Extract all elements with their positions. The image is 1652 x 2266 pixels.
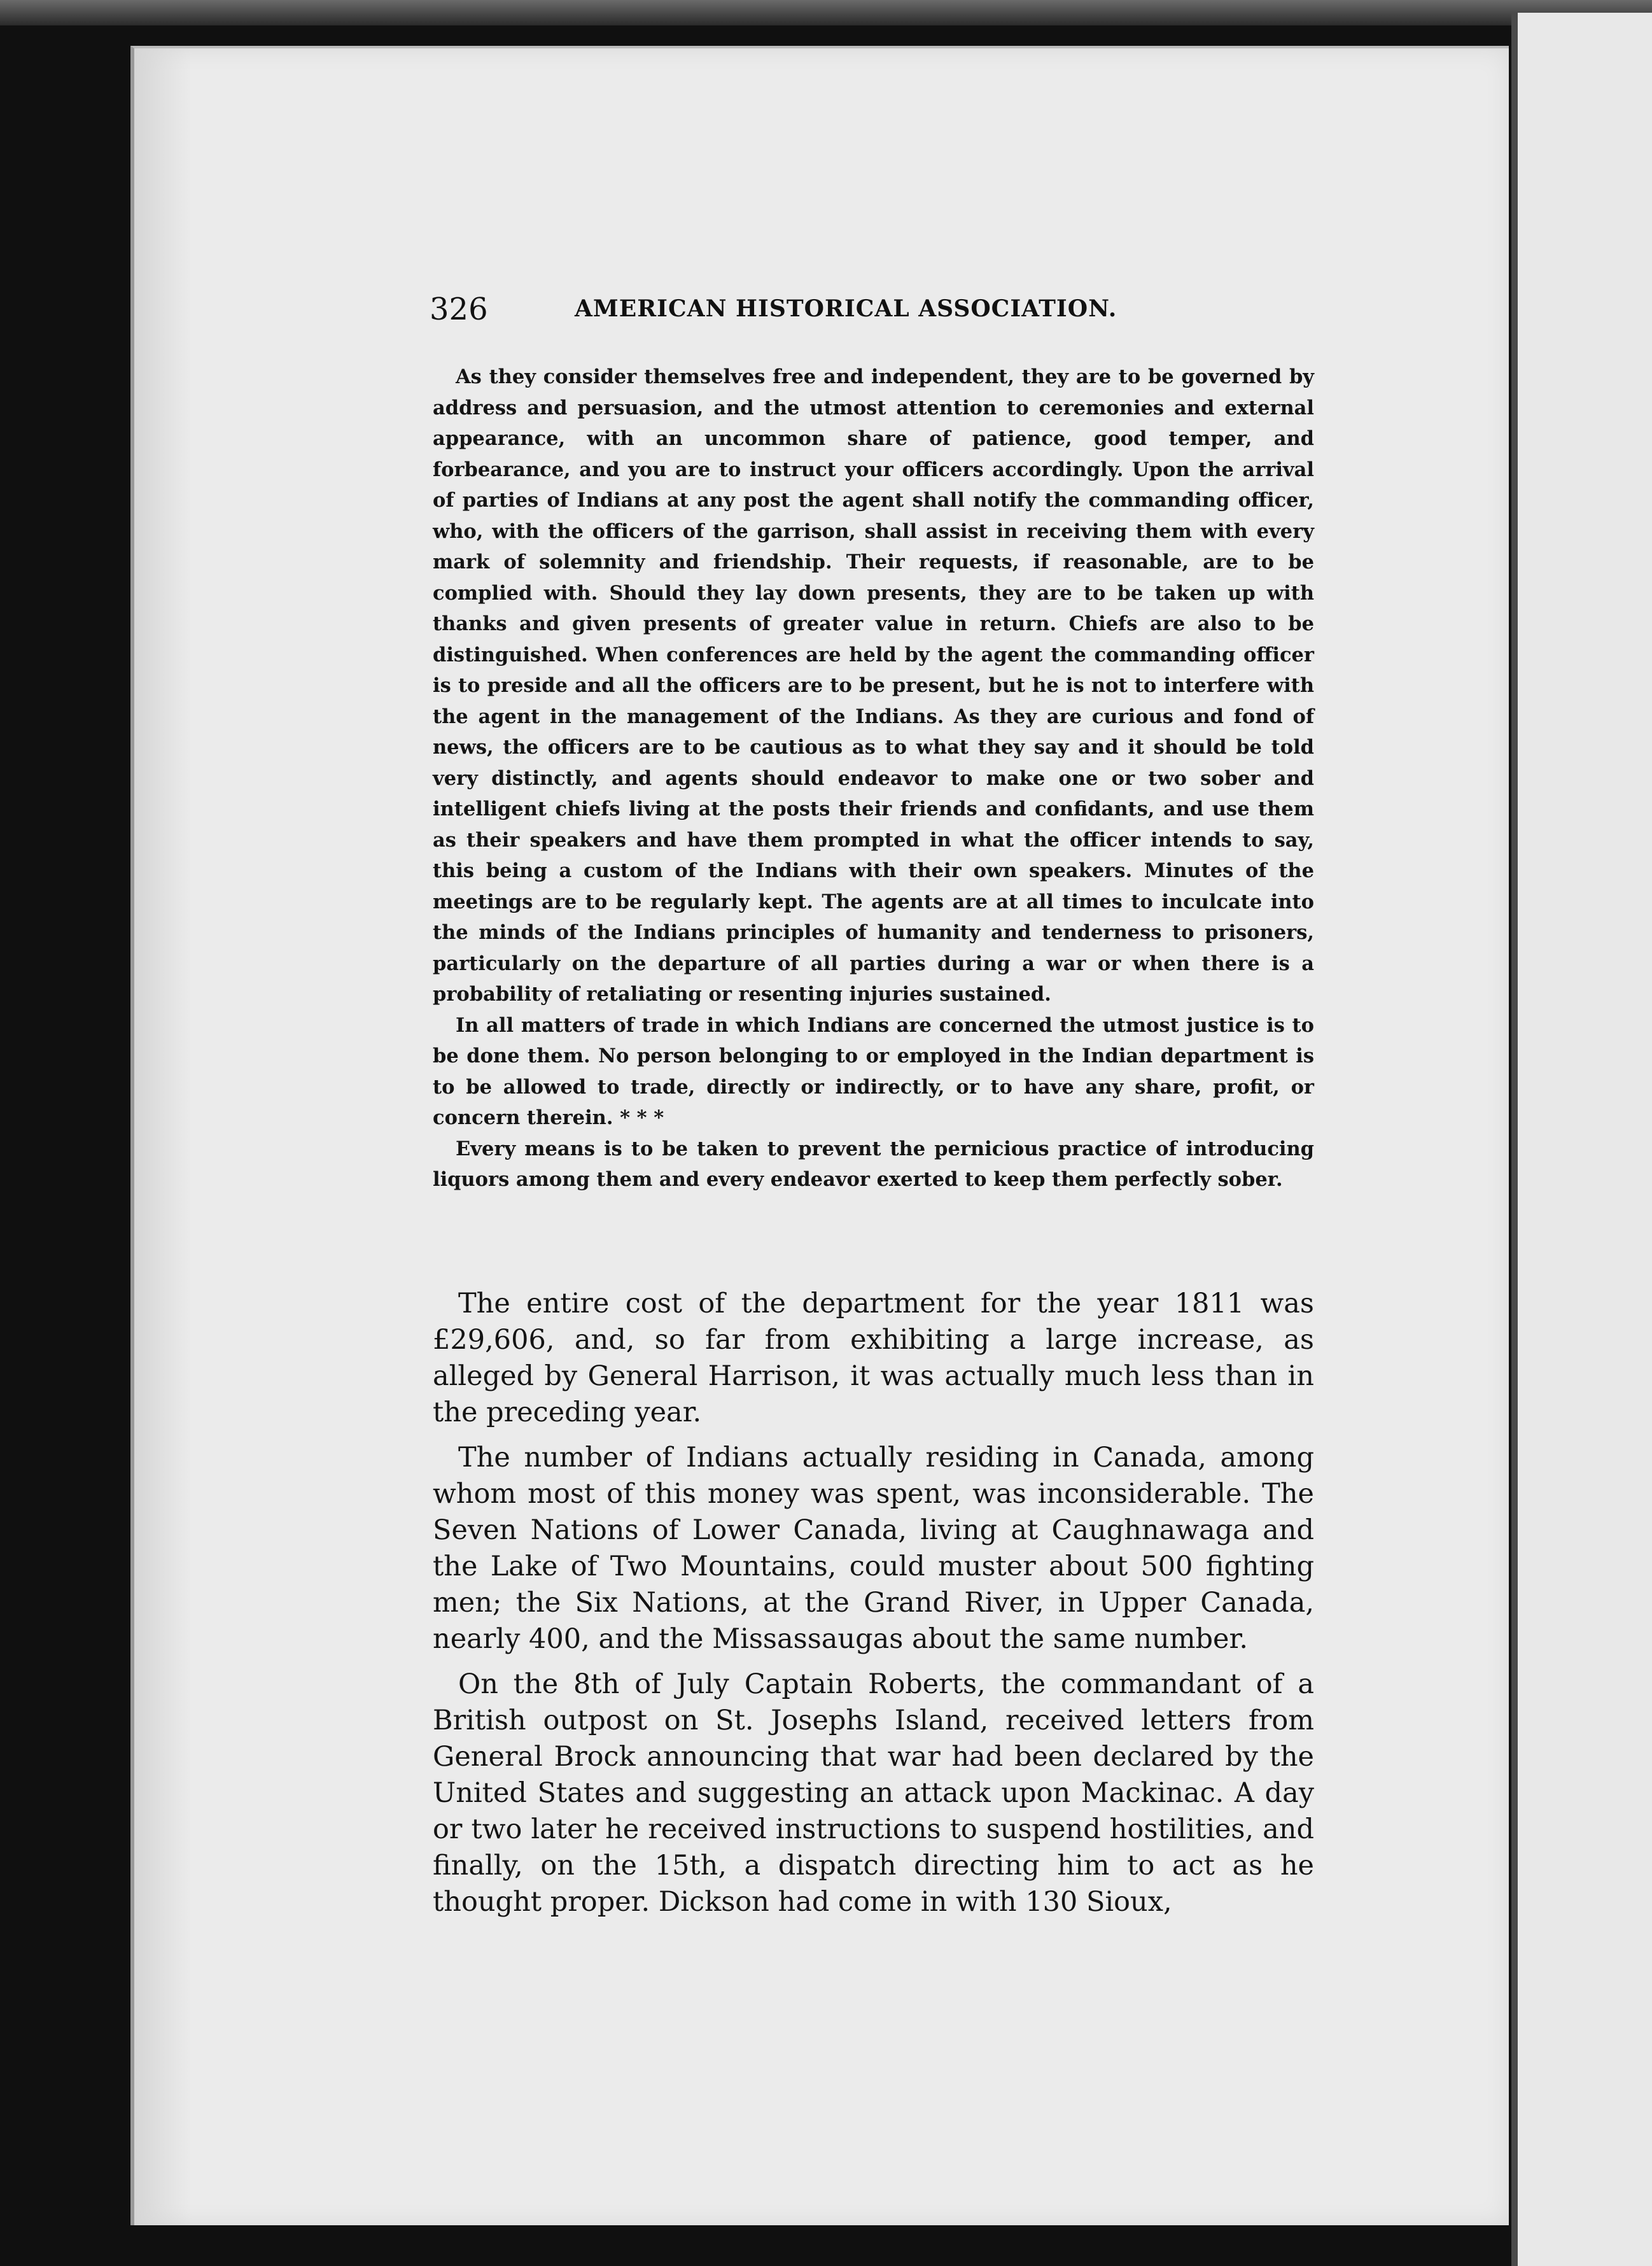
- quote-paragraph: Every means is to be taken to prevent the pernicious practice of introducing liquors among them and every endeavor exerted to keep them perfectly sober.: [433, 1137, 1314, 1191]
- page-gutter-shade: [134, 48, 192, 2225]
- quote-paragraph: In all matters of trade in which Indians are concerned the utmost justice is to be done them. No person belonging to or employed in the Indian department is to be allowed to trade, directly or indirectly, or to have any share, profit, or concern therein. * * *: [433, 1013, 1314, 1129]
- body-paragraph: The number of Indians actually residing in Canada, among whom most of this money was spent, was inconsiderable. The Seven Nations of Lower Canada, living at Caughnawaga and the Lake of Two Mountains, could muster about 500 fighting men; the Six Nations, at the Grand River, in Upper Canada, nearly 400, and the Missassaugas about the same number.: [433, 1442, 1314, 1655]
- scan-top-edge: [0, 0, 1652, 25]
- quote-paragraph: As they consider themselves free and independent, they are to be governed by address and persuasion, and the utmost attention to ceremonies and external appearance, with an uncommon share of patience, good temper, and forbearance, and you are to instruct your officers accordingly. Upon the arrival of parties of Indians at any post the agent shall notify the commanding officer, who, with the officers of the garrison, shall assist in receiving them with every mark of solemnity and friendship. Their requests, if reasonable, are to be complied with. Should they lay down presents, they are to be taken up with thanks and given presents of greater value in return. Chiefs are also to be distinguished. When conferences are held by the agent the commanding officer is to preside and all the officers are to be present, but he is not to interfere with the agent in the management of the Indians. As they are curious and fond of news, the officers are to be cautious as to what they say and it should be told very distinctly, and agents should endeavor to make one or two sober and intelligent chiefs living at the posts their friends and confidants, and use them as their speakers and have them prompted in what the officer intends to say, this being a custom of the Indians with their own speakers. Minutes of the meetings are to be regularly kept. The agents are at all times to inculcate into the minds of the Indians principles of humanity and tenderness to prisoners, particularly on the departure of all parties during a war or when there is a probability of retaliating or resenting injuries sustained.: [433, 365, 1314, 1006]
- adjacent-page-edge: [1511, 13, 1652, 2266]
- body-paragraph: The entire cost of the department for the year 1811 was £29,606, and, so far from exhibiting a large increase, as alleged by General Harrison, it was actually much less than in the preceding year.: [433, 1288, 1314, 1428]
- page-number: 326: [430, 292, 488, 327]
- page-header: [430, 292, 1219, 336]
- body-paragraph: On the 8th of July Captain Roberts, the commandant of a British outpost on St. Josephs Island, received letters from General Brock announcing that war had been declared by the United States and suggesting an attack upon Mackinac. A day or two later he received instructions to suspend hostilities, and finally, on the 15th, a dispatch directing him to act as he thought proper. Dickson had come in with 130 Sioux,: [433, 1668, 1314, 1918]
- running-head: AMERICAN HISTORICAL ASSOCIATION.: [575, 295, 1117, 322]
- block-quote: [433, 362, 1314, 1195]
- main-text: [433, 1286, 1314, 1929]
